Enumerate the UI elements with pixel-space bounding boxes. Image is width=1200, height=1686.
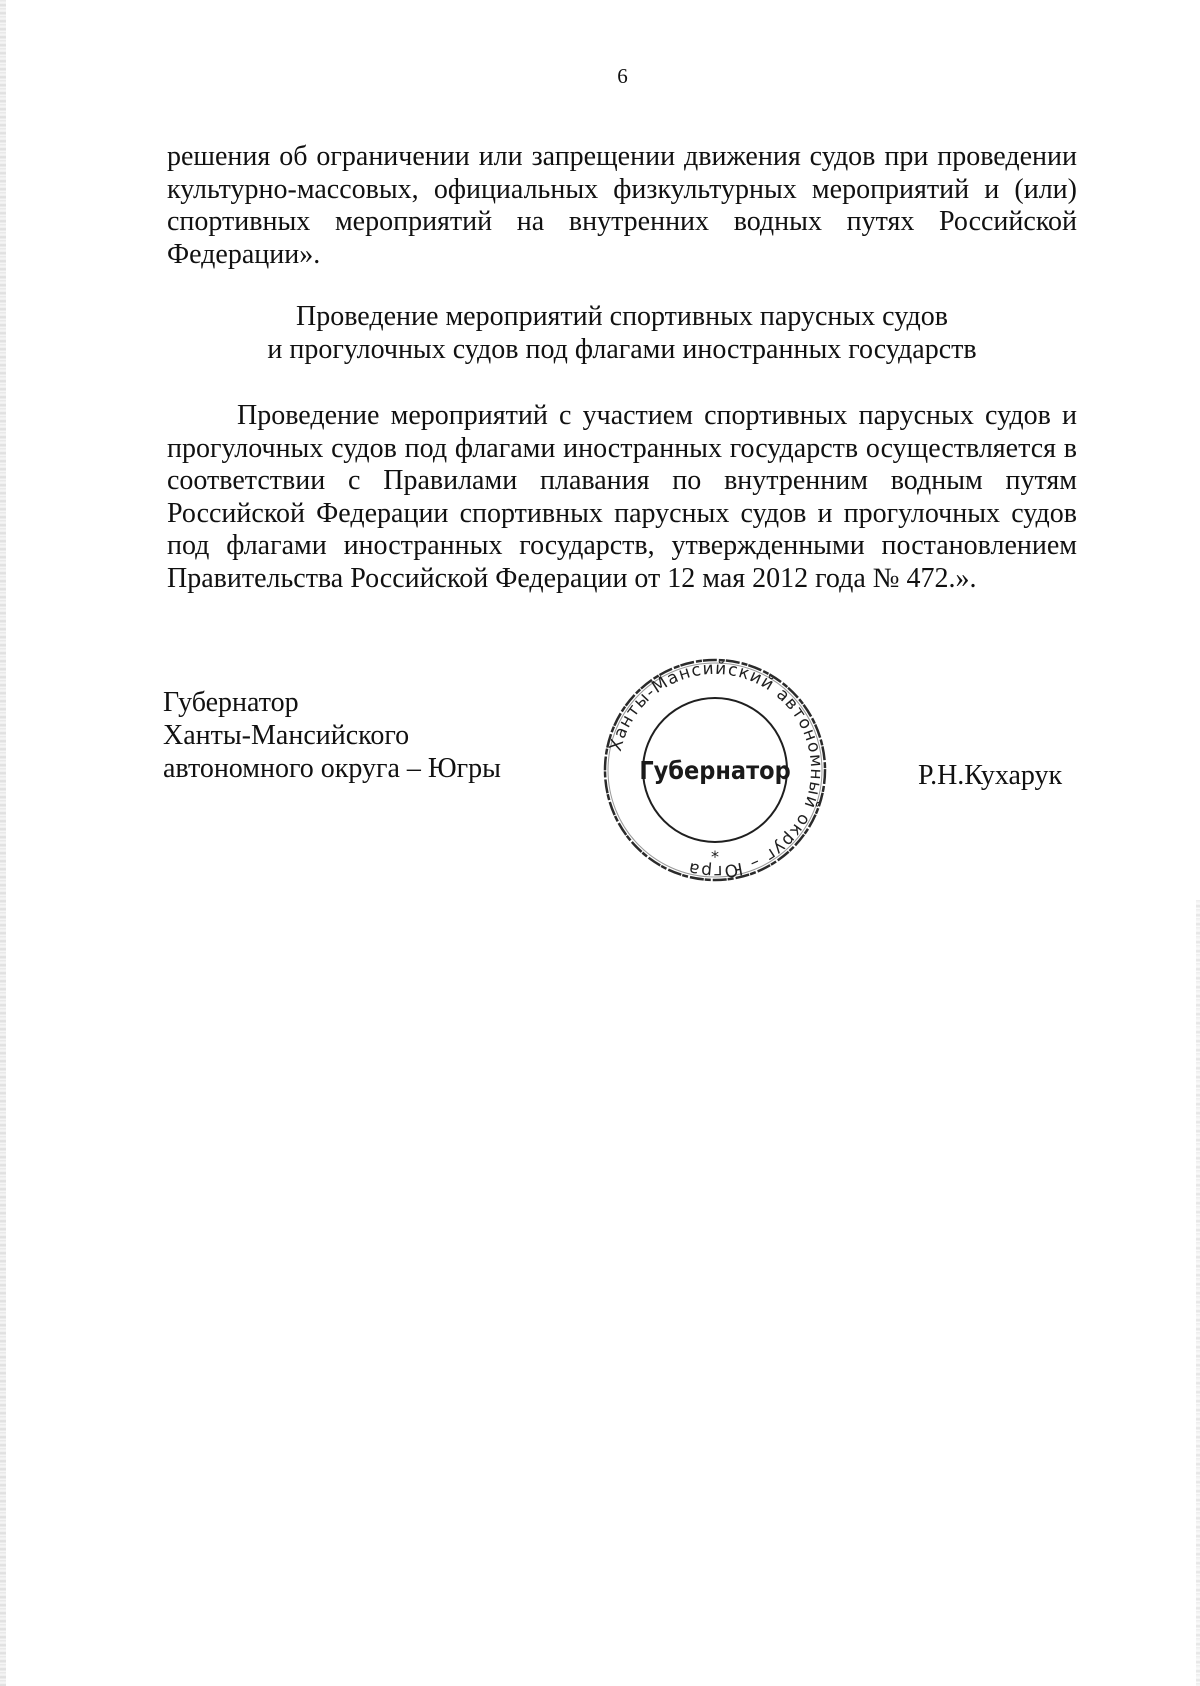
signature-title-line-2: Ханты-Мансийского [163, 720, 410, 751]
seal-ring-text: Ханты-Мансийский автономный округ – Югра [605, 658, 827, 882]
section-heading-line-1: Проведение мероприятий спортивных парусных судов [296, 301, 948, 332]
section-heading [167, 301, 1077, 366]
scan-edge-right [1196, 900, 1200, 1686]
seal-star: * [711, 847, 719, 866]
paragraph-main: Проведение мероприятий с участием спортивных парусных судов и прогулочных судов под флагами иностранных государств осуществляется в соответствии с Правилами плавания по внутренним водным путям Российской Федерации спортивных парусных судов и прогулочных судов под флагами иностранных государств, утвержденными постановлением Правительства Российской Федерации от 12 мая 2012 года № 472.». [167, 400, 1077, 594]
official-seal [600, 655, 830, 885]
signature-title-line-3: автономного округа – Югры [163, 753, 501, 784]
page-number: 6 [617, 64, 628, 88]
section-heading-line-2: и прогулочных судов под флагами иностранных государств [267, 333, 977, 365]
signer-name: Р.Н.Кухарук [918, 760, 1063, 791]
paragraph-continuation: решения об ограничении или запрещении движения судов при проведении культурно-массовых, официальных физкультурных мероприятий и (или) спортивных мероприятий на внутренних водных путях Российской Федерации». [167, 141, 1077, 270]
scan-edge-left [0, 0, 6, 1686]
signature-title-line-1: Губернатор [163, 687, 299, 718]
signature-title-block [163, 686, 501, 785]
seal-center-text: Губернатор [639, 756, 791, 785]
